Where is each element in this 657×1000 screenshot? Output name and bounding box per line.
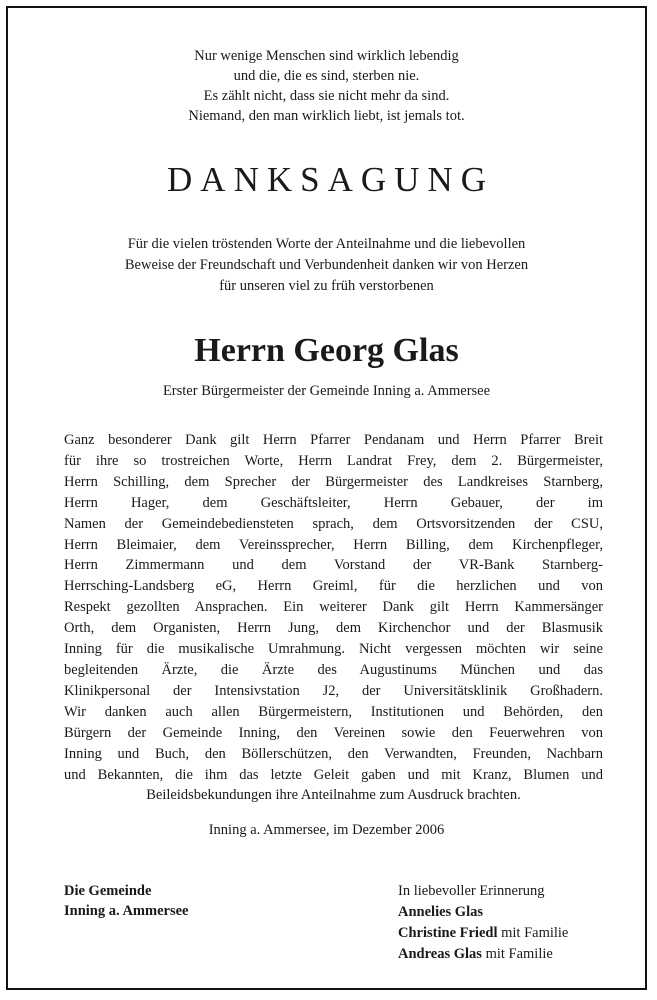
body-line: Inning für die musikalische Umrahmung. Nicht vergessen möchten wir seine — [64, 641, 603, 658]
place-date: Inning a. Ammersee, im Dezember 2006 — [208, 822, 445, 838]
intro-line: für unseren viel zu früh verstorbenen — [219, 278, 434, 294]
signature-entry — [398, 944, 568, 965]
body-line: Beileidsbekundungen ihre Anteilnahme zum Ausdruck brachten. — [146, 787, 521, 804]
deceased-role: Erster Bürgermeister der Gemeinde Inning a. Ammersee — [162, 383, 491, 399]
body-line: begleitenden Ärzte, die Ärzte des Augustinums München und das — [64, 661, 603, 678]
thanks-body — [64, 430, 603, 806]
body-line: Herrn Zimmermann und dem Vorstand der VR-Bank Starnberg- — [64, 557, 603, 574]
page-title: DANKSAGUNG — [167, 160, 494, 199]
signature-intro: In liebevoller Erinnerung — [398, 883, 545, 899]
intro-line: Beweise der Freundschaft und Verbundenheit danken wir von Herzen — [124, 257, 529, 273]
obituary-notice — [6, 6, 647, 990]
body-line: Wir danken auch allen Bürgermeistern, Institutionen und Behörden, den — [64, 703, 603, 720]
poem-line: Nur wenige Menschen sind wirklich lebendig — [194, 48, 459, 64]
body-line: Ganz besonderer Dank gilt Herrn Pfarrer Pendanam und Herrn Pfarrer Breit — [64, 432, 603, 448]
body-line: Orth, dem Organisten, Herrn Jung, dem Kirchenchor und der Blasmusik — [64, 620, 603, 637]
body-line: Inning und Buch, den Böllerschützen, den Verwandten, Freunden, Nachbarn — [64, 745, 603, 762]
poem — [8, 46, 645, 126]
body-line: Herrn Bleimaier, dem Vereinssprecher, Herrn Billing, dem Kirchenpfleger, — [64, 536, 603, 553]
body-line: Herrsching-Landsberg eG, Herrn Greiml, für die herzlichen und von — [64, 578, 603, 595]
poem-line: Es zählt nicht, dass sie nicht mehr da sind. — [203, 88, 450, 104]
signature-suffix: mit Familie — [497, 925, 569, 941]
signature-line: Inning a. Ammersee — [64, 903, 189, 919]
signature-entry — [398, 923, 568, 944]
poem-line: und die, die es sind, sterben nie. — [233, 68, 420, 84]
poem-line: Niemand, den man wirklich liebt, ist jemals tot. — [188, 108, 465, 124]
body-line: Respekt gezollten Ansprachen. Ein weiterer Dank gilt Herrn Kammersänger — [64, 599, 603, 616]
signature-line: Die Gemeinde — [64, 883, 152, 899]
body-line: Bürgern der Gemeinde Inning, den Vereinen sowie den Feuerwehren von — [64, 724, 603, 741]
deceased-name: Herrn Georg Glas — [194, 332, 459, 369]
body-line: Namen der Gemeindebediensteten sprach, dem Ortsvorsitzenden der CSU, — [64, 515, 603, 532]
signature-suffix: mit Familie — [481, 946, 553, 962]
body-line: Herrn Hager, dem Geschäftsleiter, Herrn Gebauer, der im — [64, 494, 603, 511]
body-line: Herrn Schilling, dem Sprecher der Bürgermeister des Landkreises Starnberg, — [64, 473, 603, 490]
family-signature — [398, 881, 568, 965]
signature-name: Annelies Glas — [398, 904, 483, 920]
intro-text — [8, 234, 645, 297]
body-line: und Bekannten, die ihm das letzte Geleit gaben und mit Kranz, Blumen und — [64, 766, 603, 783]
signature-name: Christine Friedl — [398, 925, 498, 941]
body-line: für ihre so trostreichen Worte, Herrn Landrat Frey, dem 2. Bürgermeister, — [64, 452, 603, 469]
body-line: Klinikpersonal der Intensivstation J2, der Universitätsklinik Großhadern. — [64, 682, 603, 699]
municipality-signature — [64, 881, 188, 921]
intro-line: Für die vielen tröstenden Worte der Anteilnahme und die liebevollen — [127, 236, 526, 252]
signature-name: Andreas Glas — [398, 946, 482, 962]
